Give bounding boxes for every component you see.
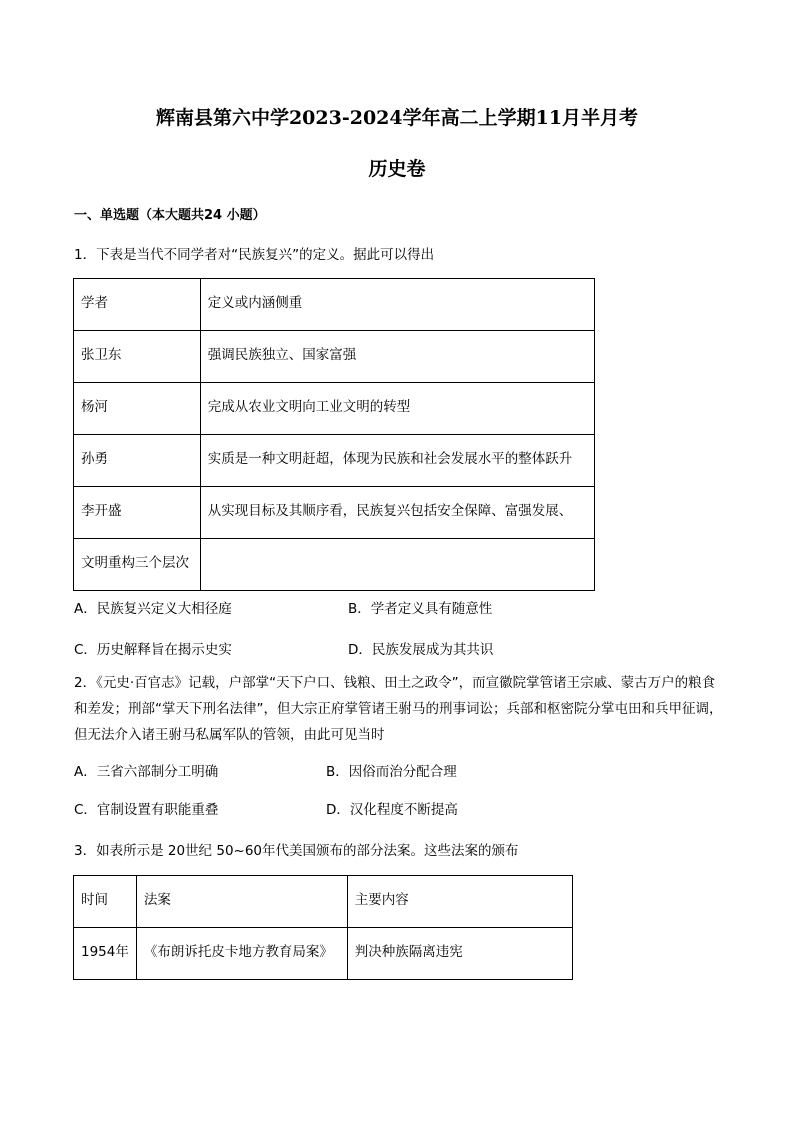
table-row — [74, 331, 595, 383]
table-cell: 从实现目标及其顺序看，民族复兴包括安全保障、富强发展、 — [200, 487, 594, 539]
table-row — [74, 279, 595, 331]
table-cell: 时间 — [74, 876, 137, 928]
table-cell: 完成从农业文明向工业文明的转型 — [200, 383, 594, 435]
question-1-table — [73, 278, 595, 591]
question-1-option-c[interactable]: C．历史解释旨在揭示史实 — [74, 642, 232, 658]
question-2-option-b[interactable]: B．因俗而治分配合理 — [326, 764, 457, 780]
table-row — [74, 928, 573, 980]
table-row — [74, 435, 595, 487]
table-cell: 强调民族独立、国家富强 — [200, 331, 594, 383]
table-cell: 1954年 — [74, 928, 137, 980]
table-row — [74, 539, 595, 591]
table-row — [74, 876, 573, 928]
question-1-option-d[interactable]: D．民族发展成为其共识 — [348, 642, 494, 658]
question-1-option-a[interactable]: A．民族复兴定义大相径庭 — [74, 601, 232, 617]
question-2-option-a[interactable]: A．三省六部制分工明确 — [74, 764, 219, 780]
table-cell: 文明重构三个层次 — [74, 539, 201, 591]
table-cell: 杨河 — [74, 383, 201, 435]
table-cell: 学者 — [74, 279, 201, 331]
table-row — [74, 487, 595, 539]
question-2-option-d[interactable]: D．汉化程度不断提高 — [326, 802, 458, 818]
question-2-stem: 2．《元史·百官志》记载，户部掌“天下户口、钱粮、田土之政令”，而宣徽院掌管诸王宗戚、蒙古万户的粮食和差发；刑部“掌天下刑名法律”，但大宗正府掌管诸王驸马的刑事词讼；兵部和枢密院分掌屯田和兵甲征调，但无法介入诸王驸马私属军队的管领，由此可见当时 — [74, 675, 723, 743]
table-cell: 孙勇 — [74, 435, 201, 487]
table-cell: 判决种族隔离违宪 — [347, 928, 572, 980]
table-cell: 定义或内涵侧重 — [200, 279, 594, 331]
page-subtitle: 历史卷 — [368, 158, 426, 180]
table-row — [74, 383, 595, 435]
table-cell: 李开盛 — [74, 487, 201, 539]
question-3-table — [73, 875, 573, 980]
table-cell: 主要内容 — [347, 876, 572, 928]
question-3-stem: 3．如表所示是 20世纪 50~60年代美国颁布的部分法案。这些法案的颁布 — [74, 843, 519, 859]
question-1-stem: 1．下表是当代不同学者对“民族复兴”的定义。据此可以得出 — [74, 247, 435, 263]
question-2-option-c[interactable]: C．官制设置有职能重叠 — [74, 802, 219, 818]
table-cell: 法案 — [136, 876, 347, 928]
page-title: 辉南县第六中学2023-2024学年高二上学期11月半月考 — [155, 107, 639, 129]
table-cell: 实质是一种文明赶超，体现为民族和社会发展水平的整体跃升 — [200, 435, 594, 487]
table-cell: 张卫东 — [74, 331, 201, 383]
table-cell: 《布朗诉托皮卡地方教育局案》 — [136, 928, 347, 980]
question-1-option-b[interactable]: B．学者定义具有随意性 — [348, 601, 493, 617]
section-heading: 一、单选题（本大题共24 小题） — [74, 208, 266, 223]
table-cell — [200, 539, 594, 591]
